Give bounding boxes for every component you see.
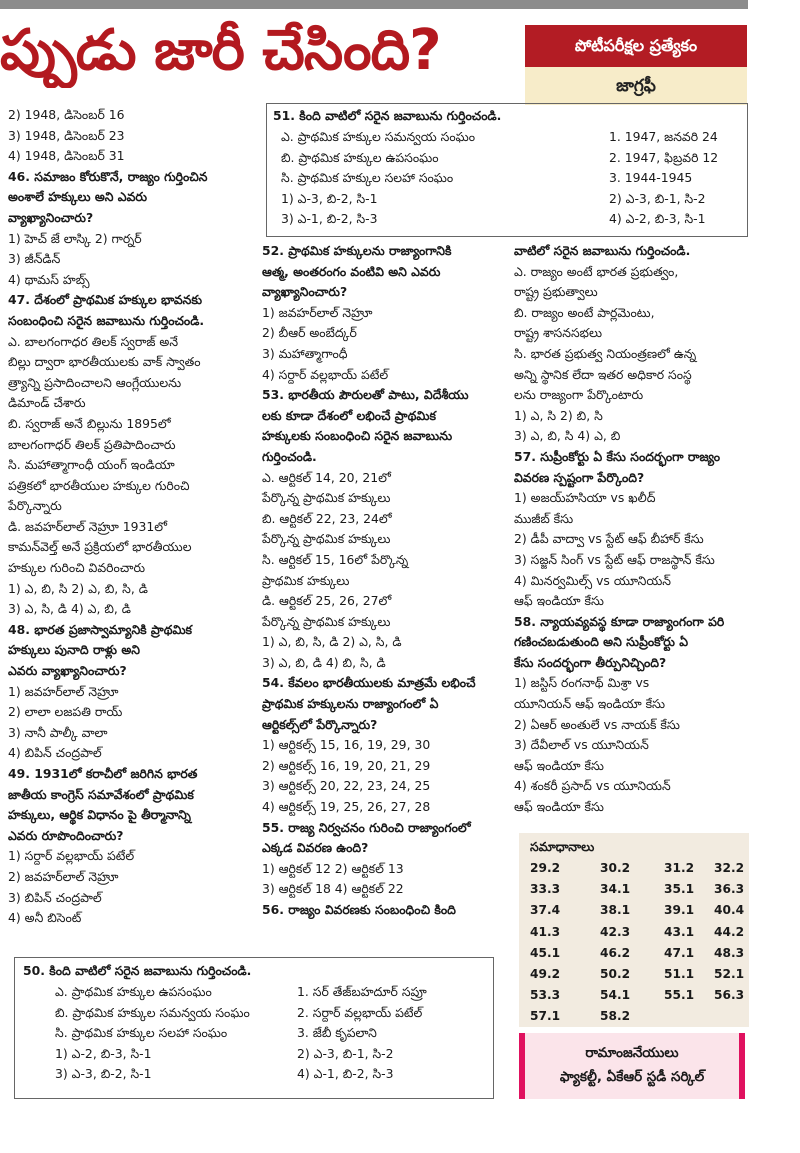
answers-grid [530,858,745,1024]
text-line: రాష్ట్ర శాసనసభలు [514,325,603,341]
answer-cell: 50.2 [600,967,631,981]
text-line: 2) 1948, డిసెంబర్ 16 [8,107,125,122]
answer-cell: 36.3 [714,882,745,897]
answer-cell: 57.1 [530,1009,561,1024]
text-line: బి. రాజ్యం అంటే పార్లమెంటు, [514,304,655,320]
text-line: 4) బిపిన్ చంద్రపాల్ [8,745,102,761]
text-line: వ్యాఖ్యానించారు? [8,209,94,225]
text-line: సి. భారత ప్రభుత్వ నియంత్రణలో ఉన్న [514,345,697,361]
text-line: 56. రాజ్యం వివరణకు సంబంధించి కింది [262,902,456,917]
text-line: 47. దేశంలో ప్రాథమిక హక్కుల భావనకు [8,292,203,308]
text-line: హక్కులు, ఆర్థిక విధానం పై తీర్మానాన్ని [8,807,191,823]
text-line: 3) దేవీలాల్ vs యూనియన్ [514,737,649,753]
text-line: 4) సర్దార్ వల్లభాయ్ పటేల్ [262,366,389,382]
author-affiliation: ఫ్యాకల్టీ, ఏకేఆర్ స్టడీ సర్కిల్ [559,1069,705,1085]
text-line: 3) నానీ పాల్కీ వాలా [8,724,108,740]
text-line: అంశాలే హక్కులు అని ఎవరు [8,189,148,205]
text-line: యూనియన్ ఆఫ్ ఇండియా కేసు [514,696,666,712]
author-name: రామాంజనేయులు [585,1045,679,1061]
text-line: 3) 1948, డిసెంబర్ 23 [8,127,125,143]
answer-cell: 38.1 [600,903,631,918]
match-item: బి. ప్రాథమిక హక్కుల ఉపసంఘం [281,149,439,165]
text-line: హక్కుల గురించి వివరించారు [8,560,146,576]
text-line: కామన్‌వెల్త్ అనే ప్రక్రియలో భారతీయుల [8,539,192,555]
answer-cell: 34.1 [600,882,631,897]
text-line: గణించబడుతుంది అని సుప్రీంకోర్టు ఏ [514,634,689,650]
match-item: 4) ఎ-1, బి-2, సి-3 [297,1066,394,1082]
column-right [514,241,754,818]
answer-cell: 29.2 [530,861,561,875]
answer-cell: 41.3 [530,924,561,939]
answer-cell: 35.1 [664,882,695,897]
text-line: 1) ఆర్టికల్స్ 15, 16, 19, 29, 30 [262,737,431,753]
text-line: 53. భారతీయ పౌరులతో పాటు, విదేశీయు [262,387,469,403]
text-line: ఆర్టికల్స్‌లో పేర్కొన్నారు? [262,716,378,732]
text-line: 48. భారత ప్రజాస్వామ్యానికి ప్రాథమిక [8,621,193,637]
text-line: ఎ. బాలగంగాధర తిలక్ స్వరాజ్ అనే [8,333,179,349]
text-line: 1) ఎ, సి 2) బి, సి [514,407,603,423]
match-item: 1) ఎ-2, బి-3, సి-1 [55,1045,152,1061]
match-item: 2. 1947, ఫిబ్రవరి 12 [609,149,719,165]
text-line: 2) ఏఆర్ అంతులే vs నాయక్ కేసు [514,716,680,732]
match-item: 4) ఎ-2, బి-3, సి-1 [609,211,706,227]
answer-cell: 51.1 [664,967,695,981]
text-line: వాటిలో సరైన జవాబును గుర్తించండి. [514,243,691,258]
text-line: బాలగంగాధర్ తిలక్ ప్రతిపాదించారు [8,436,176,452]
match-item: ఎ. ప్రాథమిక హక్కుల సమన్వయ సంఘం [281,129,475,144]
text-line: పేర్కొన్న ప్రాథమిక హక్కులు [262,490,391,506]
text-line: 3) ఎ, సి, డి 4) ఎ, బి, డి [8,601,131,617]
text-line: 4) శంకరీ ప్రసాద్ vs యూనియన్ [514,778,671,794]
question-50-box [14,957,494,1099]
text-line: 3) ఆర్టికల్స్ 20, 22, 23, 24, 25 [262,778,431,794]
text-line: పత్రికలో భారతీయుల హక్కుల గురించి [8,477,190,493]
text-line: వ్యాఖ్యానించారు? [262,284,348,300]
answer-cell: 30.2 [600,861,631,875]
text-line: ఎవరు రూపొందించారు? [8,827,124,843]
top-rule [0,0,748,9]
match-item: 1) ఎ-3, బి-2, సి-1 [281,190,378,206]
match-item: 3. జేబీ కృపలాని [297,1025,377,1041]
text-line: పేర్కొన్న ప్రాథమిక హక్కులు [262,613,391,629]
text-line: సంబంధించి సరైన జవాబును గుర్తించండి. [8,312,205,328]
match-item: 2. సర్దార్ వల్లభాయ్ పటేల్ [297,1004,423,1020]
text-line: 46. సమాజం కోరుకొనే, రాజ్యం గుర్తించిన [8,168,208,184]
answer-cell: 49.2 [530,967,561,981]
text-line: కేసు సందర్భంగా తీర్పునిచ్చింది? [514,654,667,670]
text-line: 1) జవహర్‌లాల్ నెహ్రూ [262,304,373,320]
answer-cell: 43.1 [664,924,695,939]
answer-cell: 37.4 [530,903,561,918]
text-line: 2) డీపీ వాద్వా vs స్టేట్ ఆఫ్ బీహార్ కేసు [514,531,704,547]
text-line: ప్రాథమిక హక్కులు [262,572,350,588]
text-line: 58. న్యాయవ్యవస్థ కూడా రాజ్యాంగంగా పరి [514,613,725,629]
question-51-right-list [609,127,718,230]
text-line: 1) ఎ, బి, సి, డి 2) ఎ, సి, డి [262,634,402,650]
match-item: 3. 1944-1945 [609,170,693,186]
match-item: 1. సర్ తేజ్‌బహదూర్ సప్రూ [297,984,427,999]
text-line: బి. స్వరాజ్ అనే బిల్లును 1895లో [8,415,171,431]
match-item: 1. 1947, జనవరి 24 [609,129,718,144]
text-line: ఎవరు వ్యాఖ్యానించారు? [8,663,127,679]
text-line: ఎ. రాజ్యం అంటే భారత ప్రభుత్వం, [514,263,679,279]
text-line: 4) థామస్ హబ్స్ [8,271,90,287]
text-line: త్ర్యాన్ని ప్రసాదించాలని ఆంగ్లేయులను [8,374,182,390]
match-item: సి. ప్రాథమిక హక్కుల సలహా సంఘం [55,1025,228,1041]
text-line: 2) జవహర్‌లాల్ నెహ్రూ [8,868,119,884]
text-line: రాష్ట్ర ప్రభుత్వాలు [514,284,598,300]
text-line: బి. ఆర్టికల్ 22, 23, 24లో [262,510,392,526]
text-line: ఆఫ్ ఇండియా కేసు [514,799,604,815]
text-line: అన్ని స్థానిక లేదా ఇతర అధికార సంస్థ [514,366,692,382]
text-line: 4) మినర్వమిల్స్ vs యూనియన్ [514,572,671,588]
text-line: ఎక్కడ వివరణ ఉంది? [262,840,369,856]
column-left [8,105,258,929]
question-50-right-list [297,982,427,1085]
text-line: హక్కులు పునాది రాళ్లు అని [8,642,140,658]
text-line: 3) ఎ, బి, సి 4) ఎ, బి [514,428,621,444]
question-50-left-list [55,982,250,1085]
answer-cell: 55.1 [664,988,695,1003]
column-middle [262,241,512,921]
question-50-text: 50. కింది వాటిలో సరైన జవాబును గుర్తించండి. [23,963,252,978]
text-line: 3) బిపిన్ చంద్రపాల్ [8,889,102,905]
answer-cell: 48.3 [714,945,745,960]
text-line: లను రాజ్యంగా పేర్కొంటారు [514,387,644,403]
text-line: 1) అజయ్‌హసియా vs ఖలీద్ [514,490,656,506]
text-line: 3) సజ్జన్ సింగ్ vs స్టేట్ ఆఫ్ రాజస్థాన్ కేసు [514,551,715,567]
text-line: పేర్కొన్న ప్రాథమిక హక్కులు [262,531,391,547]
text-line: 1) ఆర్టికల్ 12 2) ఆర్టికల్ 13 [262,860,404,876]
text-line: సి. మహాత్మాగాంధీ యంగ్ ఇండియా [8,457,175,473]
text-line: 4) ఆర్టికల్స్ 19, 25, 26, 27, 28 [262,799,431,815]
answer-cell: 52.1 [714,967,745,981]
match-item: సి. ప్రాథమిక హక్కుల సలహా సంఘం [281,170,454,186]
text-line: డిమాండ్ చేశారు [8,395,86,411]
text-line: ప్రాథమిక హక్కులను రాజ్యాంగంలో ఏ [262,696,439,712]
text-line: బిల్లు ద్వారా భారతీయులకు వాక్ స్వాతం [8,354,201,370]
text-line: సి. ఆర్టికల్ 15, 16లో పేర్కొన్న [262,551,409,567]
match-item: 3) ఎ-1, బి-2, సి-3 [281,211,378,227]
text-line: 2) లాలా లజపతి రాయ్ [8,704,123,720]
text-line: ఆఫ్ ఇండియా కేసు [514,757,604,773]
answer-cell: 40.4 [714,903,745,918]
question-51-box [266,103,748,237]
question-51-text: 51. కింది వాటిలో సరైన జవాబును గుర్తించండి. [273,108,502,123]
match-item: 2) ఎ-3, బి-1, సి-2 [297,1045,394,1061]
text-line: 3) మహాత్మాగాంధీ [262,345,348,361]
answer-cell: 58.2 [600,1009,631,1024]
text-line: 55. రాజ్య నిర్వచనం గురించి రాజ్యాంగంలో [262,819,471,835]
text-line: 1) జస్టిస్ రంగనాథ్ మిశ్రా vs [514,675,650,691]
question-51-left-list [281,127,475,230]
text-line: ఎ. ఆర్టికల్ 14, 20, 21లో [262,469,391,485]
text-line: పేర్కొన్నారు [8,498,62,514]
text-line: డి. జవహర్‌లాల్ నెహ్రూ 1931లో [8,518,168,534]
match-item: 2) ఎ-3, బి-1, సి-2 [609,190,706,206]
answer-cell: 47.1 [664,945,695,960]
match-item: బి. ప్రాథమిక హక్కుల సమన్వయ సంఘం [55,1004,250,1020]
answer-cell: 45.1 [530,945,561,960]
text-line: 4) అనీ బిసెంట్ [8,910,82,926]
text-line: ఆత్మ, అంతరంగం వంటివి అని ఎవరు [262,263,441,279]
text-line: ఆఫ్ ఇండియా కేసు [514,593,604,609]
text-line: ముజీబ్ కేసు [514,510,574,526]
answer-cell: 39.1 [664,903,695,918]
text-line: 57. సుప్రీంకోర్టు ఏ కేసు సందర్భంగా రాజ్యం [514,448,721,464]
text-line: డి. ఆర్టికల్ 25, 26, 27లో [262,593,392,609]
text-line: 1) ఎ, బి, సి 2) ఎ, బి, సి, డి [8,580,148,596]
subject-tag: జాగ్రఫీ [525,67,747,105]
answer-cell: 56.3 [714,988,745,1003]
text-line: లకు కూడా దేశంలో లభించే ప్రాథమిక [262,407,436,423]
text-line: 49. 1931లో కరాచీలో జరిగిన భారత [8,766,198,781]
match-item: 3) ఎ-3, బి-2, సి-1 [55,1066,152,1082]
text-line: 52. ప్రాథమిక హక్కులను రాజ్యాంగానికి [262,243,452,258]
text-line: వివరణ స్పష్టంగా పేర్కొంది? [514,469,645,485]
text-line: 1) హెచ్ జే లాస్కి 2) గార్నర్ [8,230,142,246]
text-line: 2) ఆర్టికల్స్ 16, 19, 20, 21, 29 [262,757,431,773]
answer-cell: 54.1 [600,988,631,1003]
text-line: 3) జీన్‌డిన్ [8,251,61,267]
text-line: జాతీయ కాంగ్రెస్ సమావేశంలో ప్రాథమిక [8,786,194,802]
answer-cell: 46.2 [600,945,631,960]
answers-title: సమాధానాలు [530,839,595,854]
answer-cell: 31.2 [664,861,695,875]
text-line: 3) ఆర్టికల్ 18 4) ఆర్టికల్ 22 [262,881,404,897]
text-line: హక్కులకు సంబంధించి సరైన జవాబును [262,428,453,444]
author-credit [519,1033,745,1099]
answer-cell: 32.2 [714,861,745,875]
answer-cell: 44.2 [714,924,745,939]
text-line: గుర్తించండి. [262,448,317,464]
text-line: 4) 1948, డిసెంబర్ 31 [8,148,125,164]
text-line: 54. కేవలం భారతీయులకు మాత్రమే లభించే [262,675,476,691]
section-tag: పోటీపరీక్షల ప్రత్యేకం [525,25,747,67]
answer-cell: 33.3 [530,882,561,897]
answer-cell: 42.3 [600,924,631,939]
page-headline: ప్పుడు జారీ చేసింది? [0,18,441,83]
text-line: 3) ఎ, బి, డి 4) బి, సి, డి [262,654,386,670]
answer-cell: 53.3 [530,988,561,1003]
text-line: 2) బీఆర్ అంబేద్కర్ [262,325,357,341]
text-line: 1) సర్దార్ వల్లభాయ్ పటేల్ [8,848,135,864]
match-item: ఎ. ప్రాథమిక హక్కుల ఉపసంఘం [55,984,212,999]
text-line: 1) జవహర్‌లాల్ నెహ్రూ [8,683,119,699]
